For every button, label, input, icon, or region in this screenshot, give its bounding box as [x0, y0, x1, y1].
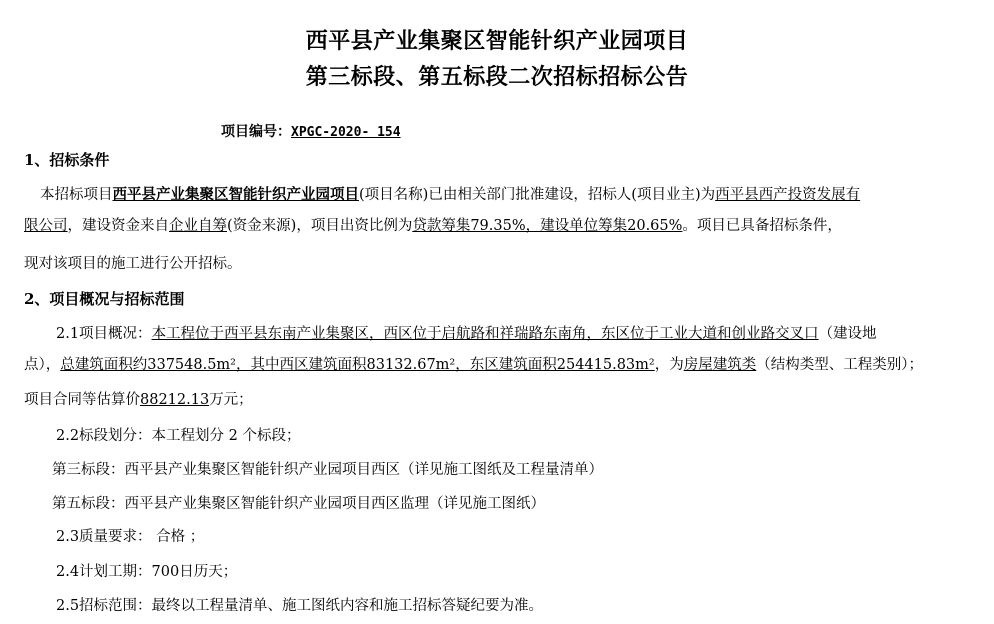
section1-para-line2 — [24, 214, 974, 235]
text-span: ，为 — [654, 357, 684, 373]
text-span: 万元； — [209, 392, 253, 408]
text-span: 2.1项目概况： — [56, 326, 152, 342]
text-span: （结构类型、工程类别）； — [756, 357, 923, 373]
section1-para-line3: 现对该项目的施工进行公开招标。 — [24, 256, 242, 272]
project-number-value: XPGC-2020- 154 — [291, 125, 401, 140]
overview-location: 本工程位于西平县东南产业集聚区，西区位于启航路和祥瑞路东南角，东区位于工业大道和创业路交叉口 — [151, 326, 819, 342]
project-number — [221, 121, 401, 141]
section1-para-line1 — [40, 183, 990, 204]
lot3-line: 第三标段：西平县产业集聚区智能针织产业园项目西区（详见施工图纸及工程量清单） — [52, 462, 603, 478]
project-name: 西平县产业集聚区智能针织产业园项目 — [112, 186, 359, 203]
overview-line2 — [24, 353, 974, 374]
owner-name-part2: 限公司 — [24, 218, 68, 234]
overview-line1 — [56, 322, 994, 343]
lots-line: 2.2标段划分：本工程划分 2 个标段； — [56, 428, 301, 444]
document-title-line2: 第三标段、第五标段二次招标招标公告 — [305, 64, 689, 90]
quality-line: 2.3质量要求： 合格 ； — [56, 529, 205, 545]
text-span: (项目名称)已由相关部门批准建设，招标人(项目业主)为 — [359, 187, 716, 203]
section2-heading: 2、项目概况与招标范围 — [24, 290, 185, 308]
funding-ratio: 贷款筹集79.35%，建设单位筹集20.65% — [412, 218, 683, 234]
text-span: ，建设资金来自 — [67, 218, 169, 234]
text-span: 项目合同等估算价 — [24, 392, 140, 408]
overview-area: 总建筑面积约337548.5m²，其中西区建筑面积83132.67m²，东区建筑面积254415.83m² — [60, 357, 655, 373]
fund-source: 企业自筹 — [169, 218, 227, 234]
project-number-label: 项目编号： — [221, 124, 291, 140]
owner-name-part1: 西平县西产投资发展有 — [715, 187, 861, 203]
text-span: （建设地 — [818, 326, 877, 342]
lot5-line: 第五标段：西平县产业集聚区智能针织产业园项目西区监理（详见施工图纸） — [52, 496, 545, 512]
estimate-value: 88212.13 — [140, 392, 210, 408]
document-title-line1: 西平县产业集聚区智能针织产业园项目 — [305, 28, 689, 54]
scope-line: 2.5招标范围：最终以工程量清单、施工图纸内容和施工招标答疑纪要为准。 — [56, 598, 544, 614]
text-span: 点）， — [24, 357, 61, 373]
duration-line: 2.4计划工期：700日历天； — [56, 564, 238, 580]
text-span: (资金来源)，项目出资比例为 — [227, 218, 413, 234]
section1-heading: 1、招标条件 — [24, 151, 110, 169]
text-span: 。项目已具备招标条件， — [682, 218, 842, 234]
overview-line3 — [24, 388, 974, 409]
text-span: 本招标项目 — [40, 187, 113, 203]
building-type: 房屋建筑类 — [683, 357, 757, 373]
